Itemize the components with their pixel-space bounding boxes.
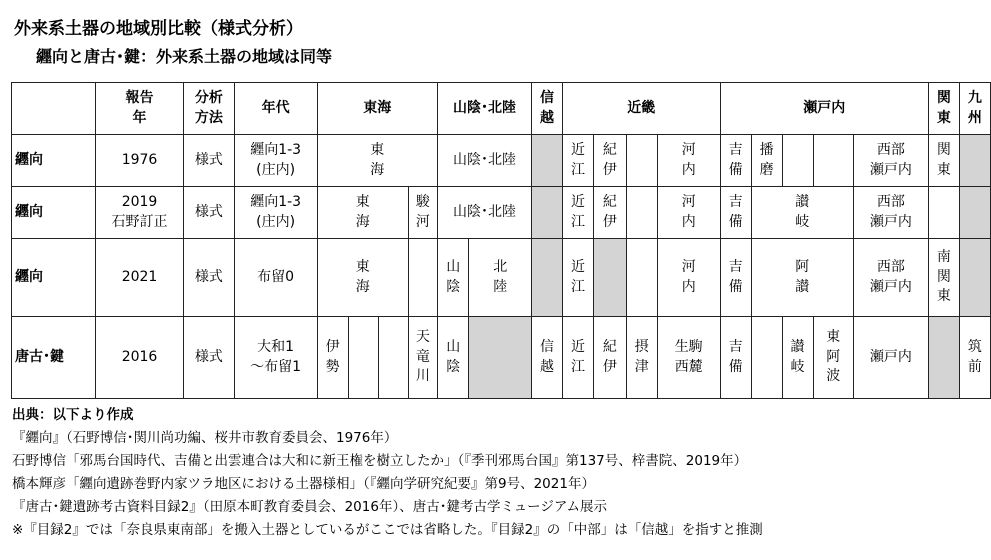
period-header: 年代 — [234, 83, 317, 135]
kinki-cell: 河 内 — [657, 239, 720, 317]
tokai-cell: 天 竜 川 — [408, 317, 437, 399]
period-cell: 布留0 — [234, 239, 317, 317]
sanin-cell: 北 陸 — [469, 239, 532, 317]
kyushu-cell — [959, 239, 990, 317]
year-header: 報告 年 — [96, 83, 184, 135]
kinki-cell: 近 江 — [562, 187, 593, 239]
setouchi-cell: 西部 瀬戸内 — [853, 239, 928, 317]
tokai-cell — [348, 317, 378, 399]
sanin-cell: 山 陰 — [437, 239, 469, 317]
tokai-cell: 伊 勢 — [317, 317, 348, 399]
sanin-cell: 山陰･北陸 — [437, 187, 531, 239]
note-line: 橋本輝彦「纒向遺跡巻野内家ツラ地区における土器様相」（『纒向学研究紀要』第9号、2021年） — [12, 476, 595, 492]
setouchi-cell: 阿 讃 — [751, 239, 853, 317]
kanto-header: 関 東 — [928, 83, 959, 135]
kinki-cell — [626, 187, 657, 239]
notes-heading: 出典：以下より作成 — [12, 407, 134, 423]
period-cell: 大和1 ～布留1 — [234, 317, 317, 399]
kyushu-cell — [959, 135, 990, 187]
header-row — [12, 83, 991, 135]
note-line: ※『目録2』では「奈良県東南部」を搬入土器としているがここでは省略した。『目録2』の「中部」は「信越」を指すと推測 — [12, 522, 763, 538]
tokai-cell: 東 海 — [317, 187, 408, 239]
shinetsu-cell — [532, 187, 563, 239]
sanin-cell: 山陰･北陸 — [437, 135, 531, 187]
site-cell: 纒向 — [12, 135, 96, 187]
setouchi-cell: 西部 瀬戸内 — [853, 135, 928, 187]
year-cell: 1976 — [96, 135, 184, 187]
kinki-cell: 近 江 — [562, 135, 593, 187]
kinki-cell: 紀 伊 — [593, 135, 626, 187]
setouchi-cell: 播 磨 — [751, 135, 782, 187]
kinki-cell: 紀 伊 — [593, 317, 626, 399]
setouchi-cell: 西部 瀬戸内 — [853, 187, 928, 239]
method-cell: 様式 — [184, 187, 235, 239]
page-subtitle: 纒向と唐古･鍵：外来系土器の地域は同等 — [36, 47, 333, 66]
sanin-header: 山陰･北陸 — [437, 83, 531, 135]
setouchi-cell: 東 阿 波 — [813, 317, 853, 399]
tokai-header: 東海 — [317, 83, 437, 135]
kanto-cell: 南 関 東 — [928, 239, 959, 317]
tokai-cell — [378, 317, 408, 399]
kyushu-cell: 筑 前 — [959, 317, 990, 399]
period-cell: 纒向1-3 (庄内) — [234, 135, 317, 187]
year-cell: 2019 石野訂正 — [96, 187, 184, 239]
site-header-cell — [12, 83, 96, 135]
tokai-cell — [408, 239, 437, 317]
kinki-cell: 生駒 西麓 — [657, 317, 720, 399]
note-line: 石野博信「邪馬台国時代、吉備と出雲連合は大和に新王権を樹立したか」（『季刊邪馬台国』第137号、梓書院、2019年） — [12, 453, 748, 469]
kinki-cell — [593, 239, 626, 317]
setouchi-cell — [751, 317, 782, 399]
table-row — [12, 135, 991, 187]
setouchi-cell: 讃 岐 — [751, 187, 853, 239]
page-title: 外来系土器の地域別比較（様式分析） — [14, 19, 303, 39]
year-cell: 2021 — [96, 239, 184, 317]
kanto-cell — [928, 187, 959, 239]
kinki-header: 近畿 — [562, 83, 720, 135]
tokai-cell: 東 海 — [317, 239, 408, 317]
kinki-cell: 河 内 — [657, 135, 720, 187]
kinki-cell: 紀 伊 — [593, 187, 626, 239]
tokai-cell: 駿 河 — [408, 187, 437, 239]
shinetsu-cell — [532, 239, 563, 317]
method-header: 分析 方法 — [184, 83, 235, 135]
site-cell: 纒向 — [12, 187, 96, 239]
setouchi-cell: 吉 備 — [720, 239, 751, 317]
kyushu-header: 九 州 — [959, 83, 990, 135]
shinetsu-cell: 信 越 — [532, 317, 563, 399]
kinki-cell: 河 内 — [657, 187, 720, 239]
site-cell: 纒向 — [12, 239, 96, 317]
table-row — [12, 187, 991, 239]
note-line: 『纒向』（石野博信･関川尚功編、桜井市教育委員会、1976年） — [12, 430, 398, 446]
method-cell: 様式 — [184, 239, 235, 317]
comparison-table — [11, 82, 991, 399]
setouchi-cell: 瀬戸内 — [853, 317, 928, 399]
kinki-cell — [626, 135, 657, 187]
table-row — [12, 317, 991, 399]
shinetsu-header: 信 越 — [532, 83, 563, 135]
source-notes — [12, 404, 763, 542]
sanin-cell: 山 陰 — [437, 317, 469, 399]
setouchi-cell: 吉 備 — [720, 187, 751, 239]
kanto-cell: 関 東 — [928, 135, 959, 187]
kinki-cell: 近 江 — [562, 239, 593, 317]
kinki-cell: 近 江 — [562, 317, 593, 399]
tokai-cell: 東 海 — [317, 135, 437, 187]
kinki-cell: 摂 津 — [626, 317, 657, 399]
shinetsu-cell — [532, 135, 563, 187]
setouchi-cell: 吉 備 — [720, 135, 751, 187]
method-cell: 様式 — [184, 135, 235, 187]
setouchi-header: 瀬戸内 — [720, 83, 928, 135]
kyushu-cell — [959, 187, 990, 239]
kanto-cell — [928, 317, 959, 399]
site-cell: 唐古･鍵 — [12, 317, 96, 399]
year-cell: 2016 — [96, 317, 184, 399]
kinki-cell — [626, 239, 657, 317]
setouchi-cell — [782, 135, 813, 187]
setouchi-cell: 吉 備 — [720, 317, 751, 399]
setouchi-cell: 讃 岐 — [782, 317, 813, 399]
sanin-cell — [469, 317, 532, 399]
period-cell: 纒向1-3 (庄内) — [234, 187, 317, 239]
setouchi-cell — [813, 135, 853, 187]
note-line: 『唐古･鍵遺跡考古資料目録2』（田原本町教育委員会、2016年）、唐古･鍵考古学ミュージアム展示 — [12, 499, 607, 515]
table-row — [12, 239, 991, 317]
method-cell: 様式 — [184, 317, 235, 399]
